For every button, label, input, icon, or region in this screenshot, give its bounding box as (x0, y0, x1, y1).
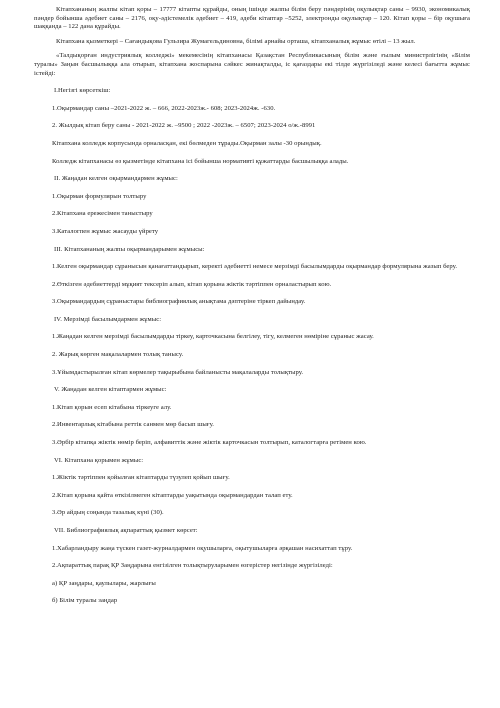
note-paragraph: Кітапхана колледж корпусында орналасқан, екі бөлмеден тұрады.Оқырман залы -30 орындық. (52, 139, 322, 147)
list-item: а) ҚР заңдары, қаулылары, жарлығы (52, 579, 156, 587)
section-heading-bibliographic-service: VII. Библиографиялық ақпараттық қызмет көрсет: (54, 527, 198, 534)
list-item: 1.Келген оқырмандар сұранысын қанағаттандырып, керекті әдебиетті немесе мерзімді басылымдарды оқырмандар формулярына жазып беру. (52, 263, 458, 271)
list-item: 1.Оқырман формулярын толтыру (52, 192, 147, 200)
list-item: 1.Жіктік тәртіппен қойылған кітаптарды түзулеп қойып шығу. (52, 474, 230, 482)
list-item: б) Білім туралы заңдар (52, 597, 118, 605)
intro-paragraph-college: «Талдықорған индустриялық колледжі» мекемесінің кітапханасы Қазақстан Республикасының білім және ғылым министрлігінің «Білім туралы» Заңын басшылыққа ала отырып, кітапхана жоспарына сәйкес жинақталды, іс қағаздары екі тілде жүргізіледі және келесі бағытта жұмыс істейді: (34, 52, 470, 77)
list-item: 3.Әр айдың соңында тазалық күні (30). (52, 509, 164, 517)
section-heading-library-fund: VI. Кітапхана қорымен жұмыс: (54, 456, 144, 464)
list-item: 3.Оқырмандардың сұраныстары библиографиялық анықтама дәптеріне тіркеп дайындау. (52, 298, 306, 306)
list-item: 2.Кітап қорына қайта өткізілмеген кітаптарды уақытында оқырмандардан талап ету. (52, 491, 293, 499)
list-item: 2.Инвентарлық кітабына реттік санмен мөр басып шығу. (52, 421, 214, 429)
list-item: 2. Жылдық кітап беру саны - 2021-2022 ж. –9500 ; 2022 -2023ж. – 6507; 2023-2024 о/ж.-8991 (52, 122, 316, 130)
list-item: 2.Ақпараттық парақ ҚР Заңдарына енгізілген толықтыруларымен өзгерістер негізінде жүргізіледі: (52, 562, 333, 570)
section-heading-new-books: V. Жаңадан келген кітаптармен жұмыс: (54, 386, 167, 394)
list-item: 1.Кітап қорын есеп кітабына тіркеуге алу. (52, 403, 172, 411)
list-item: 1.Хабарландыру жаңа түскен газет-журналдармен оқушыларға, оқытушыларға әрқашан насихаттап тұру. (52, 544, 353, 552)
list-item: 2. Жарық көрген мақалалармен толық танысу. (52, 351, 184, 359)
section-heading-new-readers: II. Жаңадан келген оқырмандармен жұмыс: (54, 175, 178, 183)
list-item: 3.Әрбір кітапқа жіктік нөмір беріп, алфавиттік және жіктік карточкасын толтырып, каталогтарға ретімен кою. (52, 439, 367, 447)
section-heading-main-indicators: I.Негізгі көрсеткіш: (54, 87, 111, 95)
list-item: 3.Ұйымдастырылған кітап көрмелер тақырыбына байланысты мақалаларды толықтыру. (52, 368, 304, 376)
intro-paragraph-fund: Кітапхананың жалпы кітап қоры – 17777 кітапты құрайды, оның ішінде жалпы білім беру пәндерінің оқулықтар саны – 9930, экономикалық пәндер бойынша әдебиет саны – 2176, оқу-әдістемелік әдебиет – 419, әдеби кітаптар –5252, электронды оқулықтар – 120. Кітап қоры – бір оқушыға шаққанда – 122 дана құрайды. (34, 6, 470, 31)
list-item: 2.Өткізген әдебиеттерді мұқият тексеріп алып, кітап қорына жіктік тәртіппен орналастырып кою. (52, 280, 332, 288)
list-item: 1.Оқырмандар саны –2021-2022 ж. – 666, 2022-2023ж.- 608; 2023-2024ж. -630. (52, 104, 276, 112)
note-paragraph: Колледж кітапханасы өз қызметінде кітапхана ісі бойынша нормативті құжаттарды басшылыққа алады. (52, 157, 349, 165)
section-heading-general-readers: III. Кітапхананың жалпы оқырмандарымен жұмысы: (54, 245, 205, 253)
list-item: 2.Кітапхана ережесімен таныстыру (52, 210, 153, 218)
list-item: 1.Жаңадан келген мерзімді басылымдарды тіркеу, карточкасына белгілеу, тігу, келмеген нөміріне сұраныс жасау. (52, 333, 374, 341)
list-item: 3.Каталогпен жұмыс жасауды үйрету (52, 227, 159, 235)
section-heading-periodicals: IV. Мерзімді басылымдармен жұмыс: (54, 315, 162, 323)
intro-paragraph-staff: Кітапхана қызметкері – Сағандықова Гульзира Жумагельдиновна, білімі арнайы орташа, кітапханалық жұмыс өтілі – 13 жыл. (56, 37, 416, 45)
